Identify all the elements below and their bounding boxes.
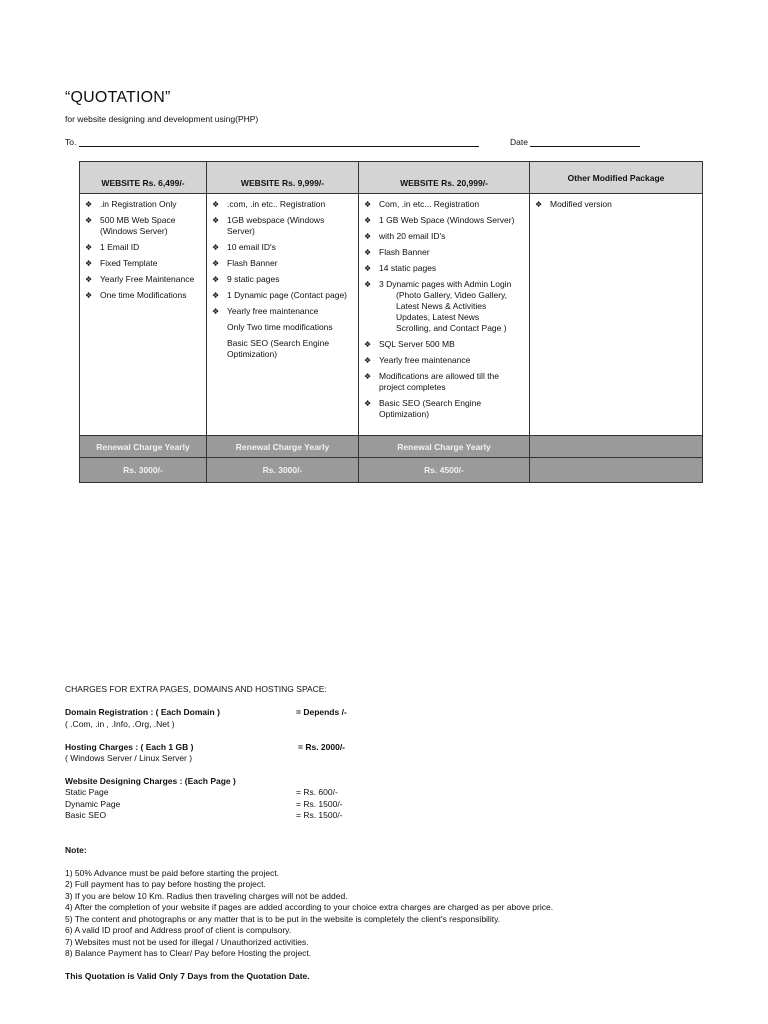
pricing-header-row xyxy=(80,162,703,194)
list-item: ❖ 9 static pages xyxy=(212,274,280,284)
package-4-renewal-amount xyxy=(530,458,703,483)
note-item: 7) Websites must not be used for illegal / Unauthorized activities. xyxy=(65,937,309,947)
subtitle: for website designing and development using(PHP) xyxy=(65,114,259,124)
diamond-bullet-icon: ❖ xyxy=(364,340,372,349)
list-item: ❖ 3 Dynamic pages with Admin Login (Photo Gallery, Video Gallery, Latest News & Activities Updates, Latest News Scrolling, and Contact Page ) xyxy=(363,279,525,334)
diamond-bullet-icon: ❖ xyxy=(85,259,93,268)
package-3-header: WEBSITE Rs. 20,999/- xyxy=(359,162,530,194)
package-4-renewal-label xyxy=(530,436,703,458)
static-page-label: Static Page xyxy=(65,787,109,797)
note-item: 8) Balance Payment has to Clear/ Pay before Hosting the project. xyxy=(65,948,312,958)
dynamic-page-label: Dynamic Page xyxy=(65,799,121,809)
note-item: 2) Full payment has to pay before hosting the project. xyxy=(65,879,266,889)
list-item: ❖ 500 MB Web Space (Windows Server) xyxy=(85,215,176,236)
domain-value: = Depends /- xyxy=(296,707,347,717)
domain-note: ( .Com, .in , .Info, .Org, .Net ) xyxy=(65,719,175,729)
note-item: 1) 50% Advance must be paid before starting the project. xyxy=(65,868,280,878)
renewal-amount-row xyxy=(80,458,703,483)
hosting-value: = Rs. 2000/- xyxy=(298,742,346,752)
renewal-label-row xyxy=(80,436,703,458)
validity-note: This Quotation is Valid Only 7 Days from the Quotation Date. xyxy=(65,971,310,981)
list-item: ❖ Modifications are allowed till the project completes xyxy=(364,371,500,392)
diamond-bullet-icon: ❖ xyxy=(85,291,93,300)
pricing-features-row xyxy=(80,194,703,436)
diamond-bullet-icon: ❖ xyxy=(85,200,93,209)
package-2-renewal-label: Renewal Charge Yearly xyxy=(207,436,359,458)
list-item: ❖ Fixed Template xyxy=(85,258,158,268)
list-item: ❖ Com, .in etc... Registration xyxy=(364,199,480,209)
list-item: Only Two time modifications xyxy=(227,322,333,332)
list-item: ❖ 1 Email ID xyxy=(85,242,140,252)
list-item: ❖ Basic SEO (Search Engine Optimization) xyxy=(364,398,482,419)
list-item: ❖ SQL Server 500 MB xyxy=(364,339,455,349)
package-2-renewal-amount: Rs. 3000/- xyxy=(207,458,359,483)
diamond-bullet-icon: ❖ xyxy=(85,243,93,252)
diamond-bullet-icon: ❖ xyxy=(212,291,220,300)
diamond-bullet-icon: ❖ xyxy=(212,259,220,268)
list-item: ❖ Yearly free maintenance xyxy=(212,306,319,316)
list-item: ❖ Yearly Free Maintenance xyxy=(85,274,195,284)
package-1-features xyxy=(80,194,207,436)
hosting-label: Hosting Charges : ( Each 1 GB ) xyxy=(65,742,194,752)
dynamic-detail-line: (Photo Gallery, Video Gallery, xyxy=(396,290,508,300)
diamond-bullet-icon: ❖ xyxy=(85,275,93,284)
diamond-bullet-icon: ❖ xyxy=(212,216,220,225)
list-item: ❖ One time Modifications xyxy=(85,290,187,300)
date-field xyxy=(510,137,640,147)
dynamic-detail-line: Scrolling, and Contact Page ) xyxy=(396,323,507,333)
diamond-bullet-icon: ❖ xyxy=(364,280,372,289)
package-1-renewal-amount: Rs. 3000/- xyxy=(80,458,207,483)
dynamic-detail-line: Updates, Latest News xyxy=(396,312,480,322)
diamond-bullet-icon: ❖ xyxy=(212,243,220,252)
package-3-features xyxy=(359,194,530,436)
package-2-header: WEBSITE Rs. 9,999/- xyxy=(207,162,359,194)
list-item: ❖ 1GB webspace (Windows Server) xyxy=(212,215,325,236)
list-item: Basic SEO (Search Engine Optimization) xyxy=(227,338,330,359)
hosting-note: ( Windows Server / Linux Server ) xyxy=(65,753,193,763)
list-item: ❖ Flash Banner xyxy=(212,258,278,268)
diamond-bullet-icon: ❖ xyxy=(364,232,372,241)
diamond-bullet-icon: ❖ xyxy=(85,216,93,225)
diamond-bullet-icon: ❖ xyxy=(364,200,372,209)
package-4-header: Other Modified Package xyxy=(530,162,703,194)
package-2-features xyxy=(207,194,359,436)
package-4-features xyxy=(530,194,703,436)
basic-seo-label: Basic SEO xyxy=(65,810,107,820)
note-heading: Note: xyxy=(65,845,87,855)
list-item: ❖ 1 Dynamic page (Contact page) xyxy=(212,290,348,300)
list-item: ❖ .in Registration Only xyxy=(85,199,177,209)
note-item: 3) If you are below 10 Km. Radius then traveling charges will not be added. xyxy=(65,891,348,901)
diamond-bullet-icon: ❖ xyxy=(212,200,220,209)
package-3-renewal-amount: Rs. 4500/- xyxy=(359,458,530,483)
static-page-value: = Rs. 600/- xyxy=(296,787,338,797)
to-label: To. xyxy=(65,137,77,147)
dynamic-page-value: = Rs. 1500/- xyxy=(296,799,343,809)
note-item: 5) The content and photographs or any matter that is to be put in the website is completely the client's responsibility. xyxy=(65,914,501,924)
diamond-bullet-icon: ❖ xyxy=(535,200,543,209)
extras-heading: CHARGES FOR EXTRA PAGES, DOMAINS AND HOSTING SPACE: xyxy=(65,684,327,694)
list-item: ❖ Flash Banner xyxy=(364,247,430,257)
diamond-bullet-icon: ❖ xyxy=(364,264,372,273)
list-item: ❖ Modified version xyxy=(535,199,612,209)
to-blank-line xyxy=(79,138,479,147)
package-1-header: WEBSITE Rs. 6,499/- xyxy=(80,162,207,194)
diamond-bullet-icon: ❖ xyxy=(212,307,220,316)
diamond-bullet-icon: ❖ xyxy=(364,248,372,257)
list-item: ❖ with 20 email ID's xyxy=(364,231,446,241)
list-item: ❖ 14 static pages xyxy=(364,263,437,273)
diamond-bullet-icon: ❖ xyxy=(364,372,372,381)
package-3-renewal-label: Renewal Charge Yearly xyxy=(359,436,530,458)
diamond-bullet-icon: ❖ xyxy=(212,275,220,284)
list-item: ❖ 10 email ID's xyxy=(212,242,276,252)
diamond-bullet-icon: ❖ xyxy=(364,356,372,365)
list-item: ❖ Yearly free maintenance xyxy=(364,355,471,365)
page-title: “QUOTATION” xyxy=(65,89,171,106)
note-item: 4) After the completion of your website if pages are added according to your choice extra charges are charged as per above price. xyxy=(65,902,554,912)
package-1-renewal-label: Renewal Charge Yearly xyxy=(80,436,207,458)
basic-seo-value: = Rs. 1500/- xyxy=(296,810,343,820)
design-label: Website Designing Charges : (Each Page ) xyxy=(65,776,236,786)
to-field xyxy=(65,137,479,147)
list-item: ❖ 1 GB Web Space (Windows Server) xyxy=(364,215,515,225)
domain-label: Domain Registration : ( Each Domain ) xyxy=(65,707,220,717)
diamond-bullet-icon: ❖ xyxy=(364,216,372,225)
list-item: ❖ .com, .in etc.. Registration xyxy=(212,199,326,209)
date-blank-line xyxy=(530,138,640,147)
date-label: Date xyxy=(510,137,528,147)
diamond-bullet-icon: ❖ xyxy=(364,399,372,408)
pricing-table xyxy=(79,161,703,483)
dynamic-detail-line: Latest News & Activities xyxy=(396,301,487,311)
note-item: 6) A valid ID proof and Address proof of client is compulsory. xyxy=(65,925,292,935)
